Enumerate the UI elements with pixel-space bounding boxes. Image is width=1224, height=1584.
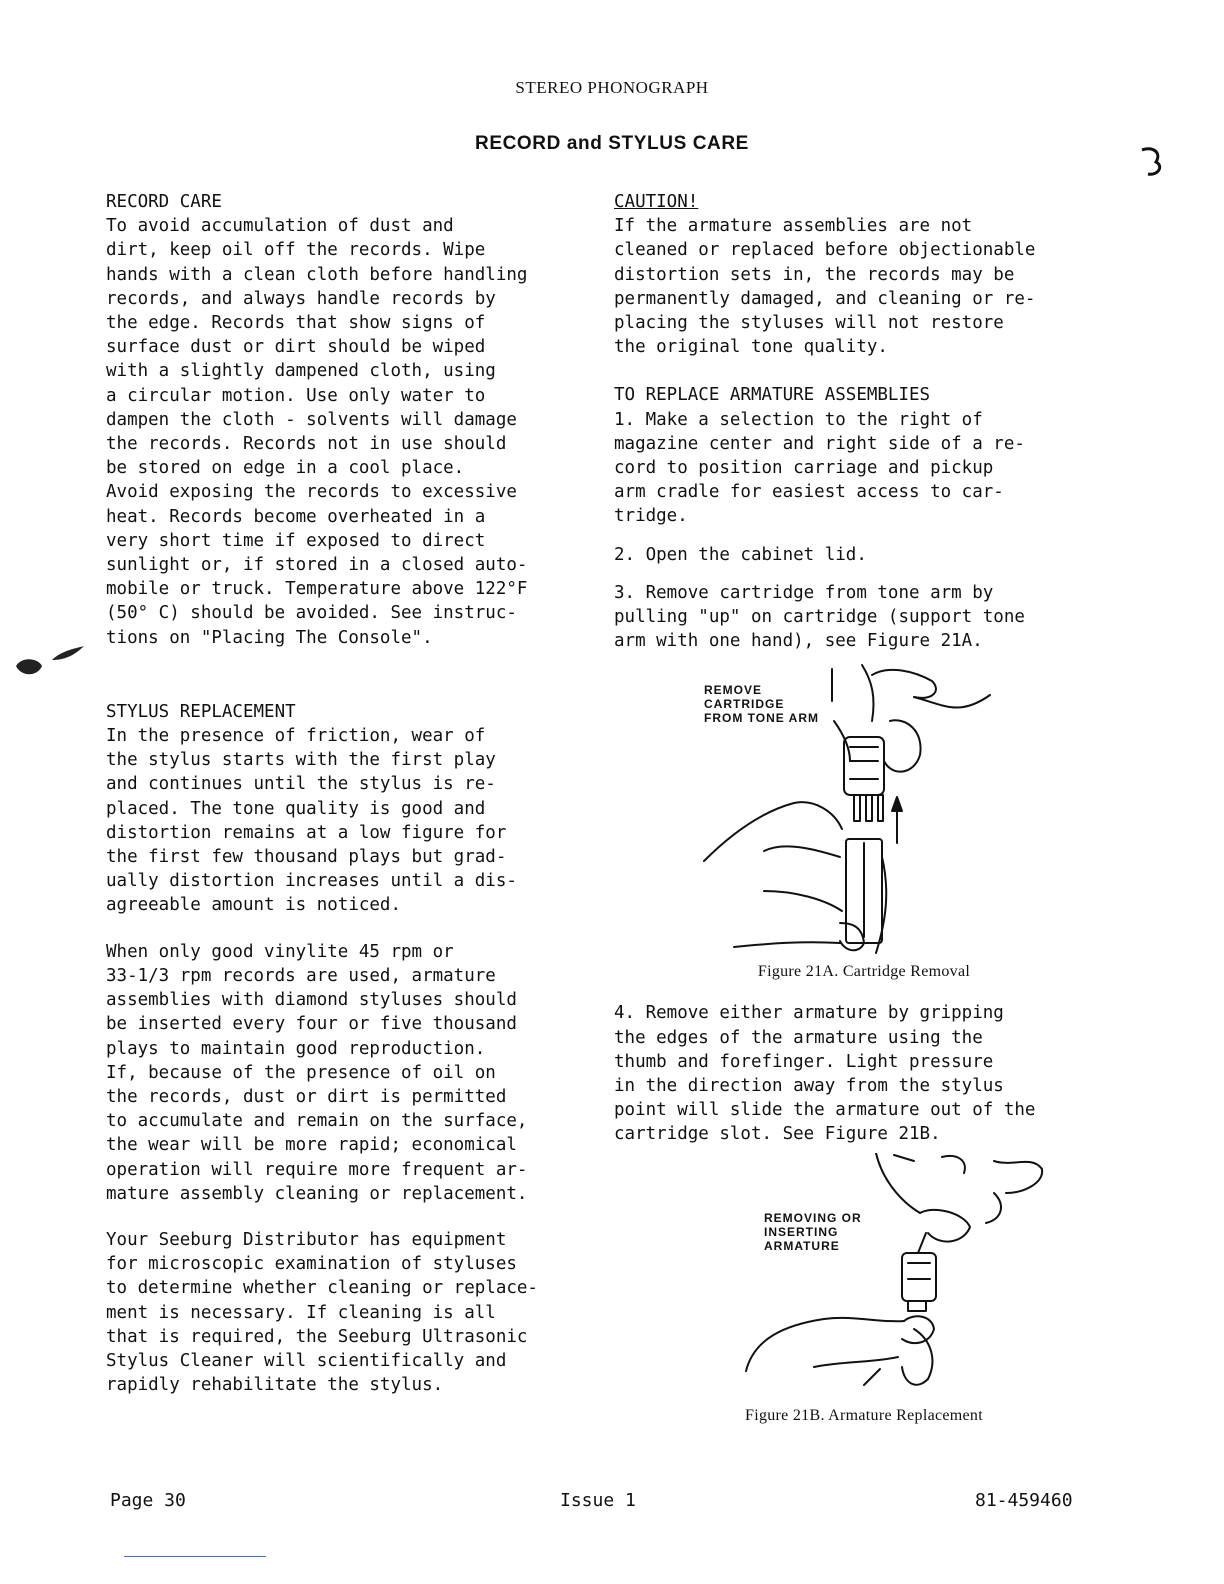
figure-21a <box>614 661 1114 991</box>
record-care-text: To avoid accumulation of dust and dirt, keep oil off the records. Wipe hands with a clean cloth before handling records, and always handle records by the edge. Records that show signs of surface dust or dirt should be wiped with a slightly dampened cloth, using a circular motion. Use only water to dampen the cloth - solvents will damage the records. Records not in use should be stored on edge in a cool place. Avoid exposing the records to excessive heat. Records become overheated in a very short time if exposed to direct sunlight or, if stored in a closed auto- mobile or truck. Temperature above 122°F (50° C) should be avoided. See instruc- tions on "Placing The Console". <box>106 216 528 648</box>
right-column <box>614 190 1114 1433</box>
issue-number: Issue 1 <box>560 1490 636 1511</box>
figure-21b <box>614 1153 1114 1433</box>
armature-replacement-illustration <box>614 1153 1114 1403</box>
caution-text: If the armature assemblies are not cleaned or replaced before objectionable distortion sets in, the records may be permanently damaged, and cleaning or re- placing the styluses will not restore the original tone quality. <box>614 216 1036 358</box>
figure-21a-caption: Figure 21A. Cartridge Removal <box>757 963 971 981</box>
left-column <box>106 190 606 1397</box>
step-4: 4. Remove either armature by gripping the edges of the armature using the thumb and forefinger. Light pressure in the direction away from the stylus point will slide the armature out of the cartridge slot. See Figure 21B. <box>614 1003 1036 1145</box>
caution-heading: CAUTION! <box>614 192 699 212</box>
document-number: 81-459460 <box>975 1490 1073 1511</box>
stylus-paragraph: In the presence of friction, wear of the stylus starts with the first play and continues until the stylus is re- placed. The tone quality is good and distortion remains at a low figure for the first few thousand plays but grad- ually distortion increases until a dis- agreeable amount is noticed. <box>106 726 517 916</box>
figure-21a-callout: REMOVE CARTRIDGE FROM TONE ARM <box>704 683 819 726</box>
figure-21b-caption: Figure 21B. Armature Replacement <box>745 1406 983 1424</box>
section-title: RECORD and STYLUS CARE <box>475 133 749 154</box>
step-3: 3. Remove cartridge from tone arm by pulling "up" on cartridge (support tone arm with one hand), see Figure 21A. <box>614 582 1025 652</box>
scan-line-divider <box>124 1556 266 1557</box>
scan-mark-icon <box>1136 140 1176 180</box>
stylus-paragraph: When only good vinylite 45 rpm or 33-1/3 rpm records are used, armature assemblies with diamond styluses should be inserted every four or five thousand plays to maintain good reproduction. If, because of the presence of oil on the records, dust or dirt is permitted to accumulate and remain on the surface, the wear will be more rapid; economical operation will require more frequent ar- mature assembly cleaning or replacement. <box>106 941 528 1204</box>
ink-blot-icon <box>8 640 88 690</box>
record-care-heading: RECORD CARE <box>106 192 222 212</box>
running-header: STEREO PHONOGRAPH <box>515 78 709 97</box>
step-2: 2. Open the cabinet lid. <box>614 544 867 565</box>
replace-heading: TO REPLACE ARMATURE ASSEMBLIES <box>614 385 931 406</box>
cartridge-removal-illustration <box>614 661 1114 961</box>
figure-21b-callout: REMOVING OR INSERTING ARMATURE <box>764 1210 862 1253</box>
page-number: Page 30 <box>110 1490 186 1511</box>
stylus-replacement-heading: STYLUS REPLACEMENT <box>106 701 296 722</box>
stylus-paragraph: Your Seeburg Distributor has equipment for microscopic examination of styluses to determine whether cleaning or replace- ment is necessary. If cleaning is all that is required, the Seeburg Ultrasonic Stylus Cleaner will scientifically and rapidly rehabilitate the stylus. <box>106 1229 538 1396</box>
step-1: 1. Make a selection to the right of magazine center and right side of a re- cord to position carriage and pickup arm cradle for easiest access to car- tridge. <box>614 409 1025 527</box>
